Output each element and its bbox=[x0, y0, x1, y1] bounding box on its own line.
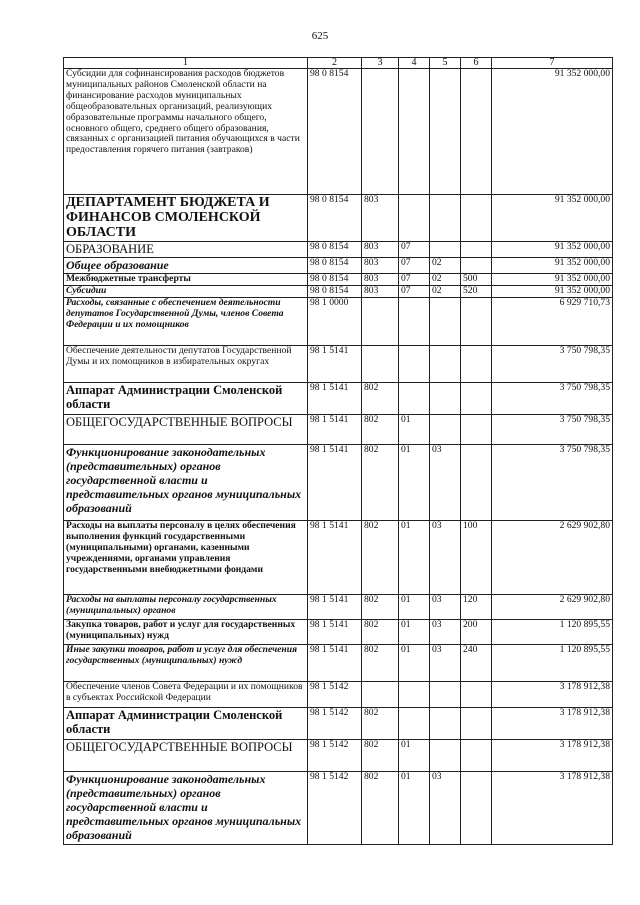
row-csr: 98 0 8154 bbox=[308, 258, 362, 274]
row-vr bbox=[461, 682, 492, 708]
row-pr: 03 bbox=[430, 772, 461, 845]
row-csr: 98 1 5141 bbox=[308, 445, 362, 521]
row-vr: 520 bbox=[461, 286, 492, 298]
row-vr: 100 bbox=[461, 521, 492, 595]
table-row bbox=[64, 772, 613, 845]
table-row bbox=[64, 274, 613, 286]
row-vr bbox=[461, 69, 492, 195]
row-name: ДЕПАРТАМЕНТ БЮДЖЕТА И ФИНАНСОВ СМОЛЕНСКОЙ ОБЛАСТИ bbox=[64, 195, 308, 242]
row-vr bbox=[461, 708, 492, 740]
row-pr: 02 bbox=[430, 258, 461, 274]
table-row bbox=[64, 740, 613, 772]
row-rz: 01 bbox=[399, 740, 430, 772]
row-rz bbox=[399, 69, 430, 195]
row-csr: 98 1 5142 bbox=[308, 708, 362, 740]
row-grbs: 802 bbox=[362, 740, 399, 772]
row-grbs: 802 bbox=[362, 383, 399, 415]
row-name: Расходы на выплаты персоналу государственных (муниципальных) органов bbox=[64, 595, 308, 620]
table-row bbox=[64, 298, 613, 346]
row-rz: 01 bbox=[399, 521, 430, 595]
row-name: Обеспечение членов Совета Федерации и их помощников в субъектах Российской Федерации bbox=[64, 682, 308, 708]
row-name: ОБРАЗОВАНИЕ bbox=[64, 242, 308, 258]
table-row bbox=[64, 195, 613, 242]
row-amount: 3 178 912,38 bbox=[492, 708, 613, 740]
row-rz bbox=[399, 195, 430, 242]
column-number: 7 bbox=[492, 58, 613, 69]
row-vr bbox=[461, 415, 492, 445]
row-amount: 91 352 000,00 bbox=[492, 69, 613, 195]
table-row bbox=[64, 521, 613, 595]
row-amount: 3 178 912,38 bbox=[492, 740, 613, 772]
row-grbs: 802 bbox=[362, 595, 399, 620]
table-row bbox=[64, 445, 613, 521]
row-csr: 98 1 5142 bbox=[308, 772, 362, 845]
row-csr: 98 0 8154 bbox=[308, 286, 362, 298]
row-grbs bbox=[362, 682, 399, 708]
column-number: 6 bbox=[461, 58, 492, 69]
table-row bbox=[64, 346, 613, 383]
row-amount: 6 929 710,73 bbox=[492, 298, 613, 346]
budget-table bbox=[63, 57, 613, 845]
row-rz: 07 bbox=[399, 242, 430, 258]
row-name: Аппарат Администрации Смоленской области bbox=[64, 383, 308, 415]
column-number: 4 bbox=[399, 58, 430, 69]
row-name: ОБЩЕГОСУДАРСТВЕННЫЕ ВОПРОСЫ bbox=[64, 415, 308, 445]
table-row bbox=[64, 383, 613, 415]
table-row bbox=[64, 682, 613, 708]
row-pr bbox=[430, 682, 461, 708]
row-amount: 2 629 902,80 bbox=[492, 595, 613, 620]
row-pr bbox=[430, 298, 461, 346]
row-vr: 200 bbox=[461, 620, 492, 645]
row-pr: 03 bbox=[430, 595, 461, 620]
row-pr: 03 bbox=[430, 445, 461, 521]
row-grbs: 803 bbox=[362, 195, 399, 242]
table-row bbox=[64, 620, 613, 645]
row-csr: 98 1 5141 bbox=[308, 620, 362, 645]
row-rz bbox=[399, 383, 430, 415]
row-name: Функционирование законодательных (представительных) органов государственной власти и представительных органов муниципальных образований bbox=[64, 445, 308, 521]
row-rz: 07 bbox=[399, 258, 430, 274]
row-name: Закупка товаров, работ и услуг для государственных (муниципальных) нужд bbox=[64, 620, 308, 645]
row-csr: 98 1 0000 bbox=[308, 298, 362, 346]
row-name: Субсидии для софинансирования расходов бюджетов муниципальных районов Смоленской области на финансирование расходов муниципальных общеобразовательных организаций, реализующих образовательные программы начального общего, основного общего, среднего общего образования, связанных с организацией питания обучающихся в части предоставления горячего питания (завтраков) bbox=[64, 69, 308, 195]
row-rz: 01 bbox=[399, 772, 430, 845]
table-row bbox=[64, 415, 613, 445]
row-pr: 02 bbox=[430, 274, 461, 286]
row-csr: 98 0 8154 bbox=[308, 195, 362, 242]
row-vr: 500 bbox=[461, 274, 492, 286]
row-amount: 3 750 798,35 bbox=[492, 415, 613, 445]
row-csr: 98 1 5141 bbox=[308, 346, 362, 383]
row-name: Субсидии bbox=[64, 286, 308, 298]
row-grbs: 802 bbox=[362, 415, 399, 445]
row-name: Расходы на выплаты персоналу в целях обеспечения выполнения функций государственными (муниципальными) органами, казенными учреждениями, органами управления государственными внебюджетными фондами bbox=[64, 521, 308, 595]
row-vr bbox=[461, 772, 492, 845]
row-grbs bbox=[362, 346, 399, 383]
row-rz: 07 bbox=[399, 274, 430, 286]
row-grbs: 803 bbox=[362, 274, 399, 286]
row-grbs: 802 bbox=[362, 645, 399, 682]
row-vr: 120 bbox=[461, 595, 492, 620]
row-amount: 3 750 798,35 bbox=[492, 346, 613, 383]
table-row bbox=[64, 258, 613, 274]
row-rz bbox=[399, 298, 430, 346]
row-name: Межбюджетные трансферты bbox=[64, 274, 308, 286]
row-pr: 03 bbox=[430, 645, 461, 682]
row-rz: 07 bbox=[399, 286, 430, 298]
row-pr bbox=[430, 242, 461, 258]
row-grbs: 802 bbox=[362, 521, 399, 595]
row-grbs: 802 bbox=[362, 772, 399, 845]
row-pr bbox=[430, 383, 461, 415]
row-grbs: 803 bbox=[362, 286, 399, 298]
row-vr bbox=[461, 258, 492, 274]
row-pr: 03 bbox=[430, 620, 461, 645]
row-name: ОБЩЕГОСУДАРСТВЕННЫЕ ВОПРОСЫ bbox=[64, 740, 308, 772]
table-row bbox=[64, 69, 613, 195]
row-vr bbox=[461, 383, 492, 415]
row-rz: 01 bbox=[399, 415, 430, 445]
row-amount: 91 352 000,00 bbox=[492, 274, 613, 286]
row-name: Общее образование bbox=[64, 258, 308, 274]
row-amount: 3 750 798,35 bbox=[492, 445, 613, 521]
row-grbs bbox=[362, 298, 399, 346]
table-row bbox=[64, 286, 613, 298]
row-grbs bbox=[362, 69, 399, 195]
row-csr: 98 1 5141 bbox=[308, 645, 362, 682]
row-name: Иные закупки товаров, работ и услуг для обеспечения государственных (муниципальных) нужд bbox=[64, 645, 308, 682]
row-grbs: 802 bbox=[362, 445, 399, 521]
table-row bbox=[64, 242, 613, 258]
column-number: 3 bbox=[362, 58, 399, 69]
row-csr: 98 1 5141 bbox=[308, 415, 362, 445]
row-name: Обеспечение деятельности депутатов Государственной Думы и их помощников в избирательных округах bbox=[64, 346, 308, 383]
row-amount: 91 352 000,00 bbox=[492, 195, 613, 242]
row-rz: 01 bbox=[399, 620, 430, 645]
row-amount: 1 120 895,55 bbox=[492, 645, 613, 682]
row-amount: 3 750 798,35 bbox=[492, 383, 613, 415]
row-pr bbox=[430, 346, 461, 383]
row-amount: 91 352 000,00 bbox=[492, 258, 613, 274]
row-grbs: 802 bbox=[362, 708, 399, 740]
row-pr bbox=[430, 195, 461, 242]
row-vr bbox=[461, 740, 492, 772]
row-amount: 91 352 000,00 bbox=[492, 242, 613, 258]
column-number: 2 bbox=[308, 58, 362, 69]
column-number-row bbox=[64, 58, 613, 69]
column-number: 1 bbox=[64, 58, 308, 69]
row-vr bbox=[461, 445, 492, 521]
row-csr: 98 0 8154 bbox=[308, 274, 362, 286]
row-amount: 1 120 895,55 bbox=[492, 620, 613, 645]
row-pr: 02 bbox=[430, 286, 461, 298]
table-row bbox=[64, 708, 613, 740]
row-csr: 98 0 8154 bbox=[308, 242, 362, 258]
row-csr: 98 1 5141 bbox=[308, 521, 362, 595]
row-csr: 98 1 5142 bbox=[308, 740, 362, 772]
row-pr bbox=[430, 708, 461, 740]
row-name: Расходы, связанные с обеспечением деятельности депутатов Государственной Думы, членов Совета Федерации и их помощников bbox=[64, 298, 308, 346]
row-pr bbox=[430, 740, 461, 772]
row-rz: 01 bbox=[399, 645, 430, 682]
row-grbs: 803 bbox=[362, 242, 399, 258]
row-amount: 3 178 912,38 bbox=[492, 772, 613, 845]
row-name: Аппарат Администрации Смоленской области bbox=[64, 708, 308, 740]
row-rz bbox=[399, 708, 430, 740]
row-amount: 91 352 000,00 bbox=[492, 286, 613, 298]
row-amount: 2 629 902,80 bbox=[492, 521, 613, 595]
row-rz: 01 bbox=[399, 445, 430, 521]
row-vr bbox=[461, 298, 492, 346]
column-number: 5 bbox=[430, 58, 461, 69]
row-csr: 98 0 8154 bbox=[308, 69, 362, 195]
row-amount: 3 178 912,38 bbox=[492, 682, 613, 708]
row-csr: 98 1 5141 bbox=[308, 595, 362, 620]
row-name: Функционирование законодательных (представительных) органов государственной власти и представительных органов муниципальных образований bbox=[64, 772, 308, 845]
table-row bbox=[64, 595, 613, 620]
row-pr bbox=[430, 415, 461, 445]
row-vr bbox=[461, 195, 492, 242]
row-csr: 98 1 5142 bbox=[308, 682, 362, 708]
row-pr: 03 bbox=[430, 521, 461, 595]
row-vr: 240 bbox=[461, 645, 492, 682]
row-csr: 98 1 5141 bbox=[308, 383, 362, 415]
row-rz bbox=[399, 682, 430, 708]
row-grbs: 802 bbox=[362, 620, 399, 645]
row-vr bbox=[461, 346, 492, 383]
table-row bbox=[64, 645, 613, 682]
row-pr bbox=[430, 69, 461, 195]
row-rz bbox=[399, 346, 430, 383]
row-rz: 01 bbox=[399, 595, 430, 620]
row-grbs: 803 bbox=[362, 258, 399, 274]
page-number: 625 bbox=[311, 30, 329, 42]
row-vr bbox=[461, 242, 492, 258]
